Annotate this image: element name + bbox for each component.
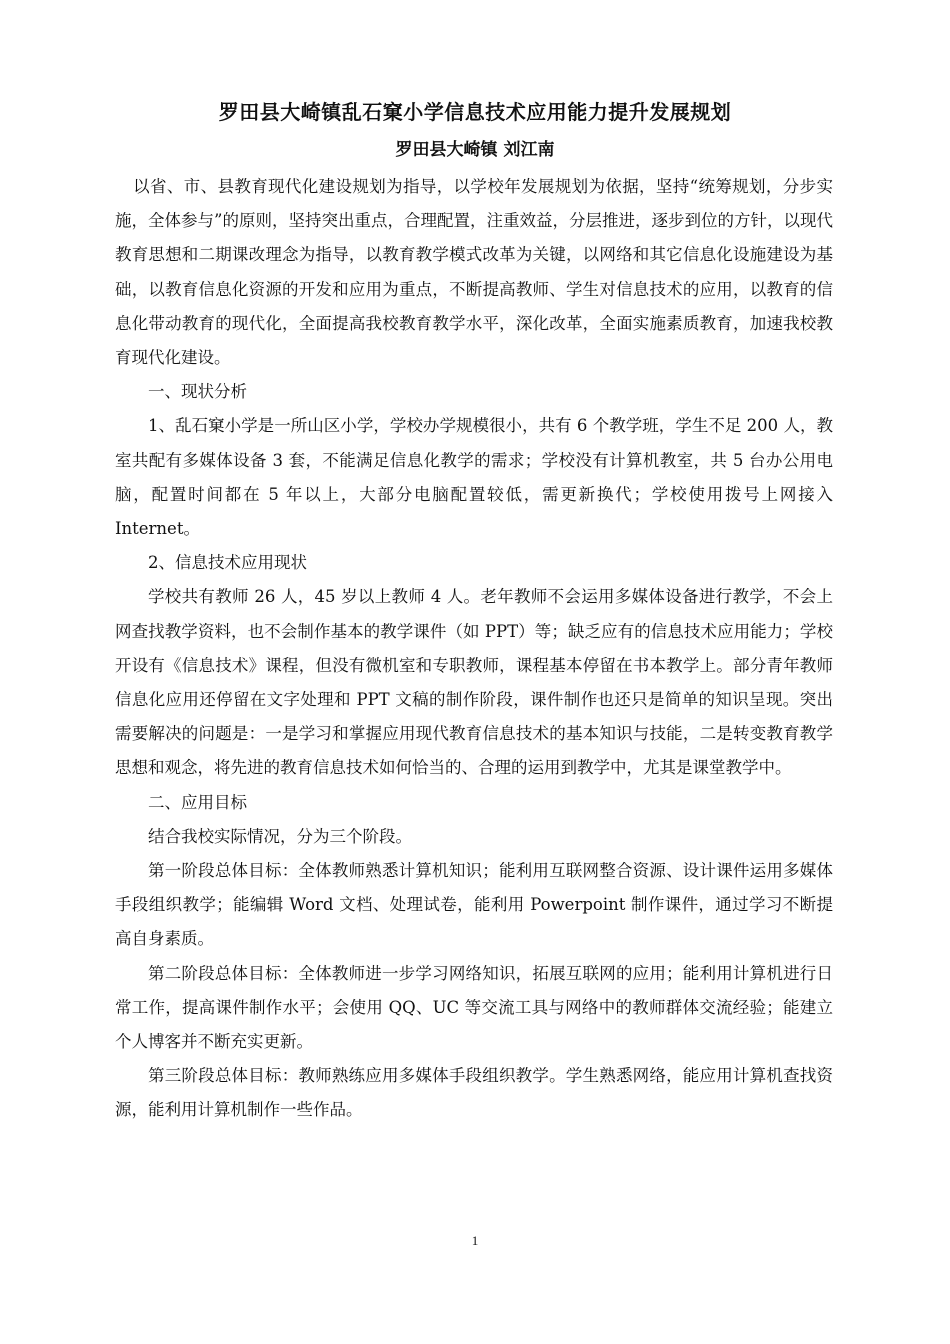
section-heading-status: 一、现状分析 [148,382,247,402]
paragraph-stage-one: 第一阶段总体目标：全体教师熟悉计算机知识；能利用互联网整合资源、设计课件运用多媒体手段组织教学；能编辑 Word 文档、处理试卷，能利用 Powerpoint 制作课件，通过学习不断提高自身素质。 [115,861,833,949]
document-author: 罗田县大崎镇 刘江南 [395,140,555,160]
paragraph-goals-intro: 结合我校实际情况，分为三个阶段。 [148,826,412,846]
paragraph-it-application: 学校共有教师 26 人，45 岁以上教师 4 人。老年教师不会运用多媒体设备进行教学，不会上网查找教学资料，也不会制作基本的教学课件（如 PPT）等；缺乏应有的信息技术应用能力；学校开设有《信息技术》课程，但没有微机室和专职教师，课程基本停留在书本教学上。部分青年教师信息化应用还停留在文字处理和 PPT 文稿的制作阶段，课件制作也还只是简单的知识呈现。突出需要解决的问题是：一是学习和掌握应用现代教育信息技术的基本知识与技能，二是转变教育教学思想和观念，将先进的教育信息技术如何恰当的、合理的运用到教学中，尤其是课堂教学中。 [115,587,833,778]
paragraph-stage-two: 第二阶段总体目标：全体教师进一步学习网络知识，拓展互联网的应用；能利用计算机进行日常工作，提高课件制作水平；会使用 QQ、UC 等交流工具与网络中的教师群体交流经验；能建立个人博客并不断充实更新。 [115,963,833,1052]
document-body [115,170,833,1128]
intro-paragraph: 以省、市、县教育现代化建设规划为指导，以学校年发展规划为依据，坚持“统筹规划，分步实施，全体参与”的原则，坚持突出重点，合理配置，注重效益，分层推进，逐步到位的方针，以现代教育思想和二期课改理念为指导，以教育教学模式改革为关键，以网络和其它信息化设施建设为基础，以教育信息化资源的开发和应用为重点，不断提高教师、学生对信息技术的应用，以教育的信息化带动教育的现代化，全面提高我校教育教学水平，深化改革，全面实施素质教育，加速我校教育现代化建设。 [115,177,833,368]
section-heading-goals: 二、应用目标 [148,792,247,812]
paragraph-stage-three: 第三阶段总体目标：教师熟练应用多媒体手段组织教学。学生熟悉网络，能应用计算机查找资源，能利用计算机制作一些作品。 [115,1066,833,1120]
page-number: 1 [471,1233,479,1248]
document-title: 罗田县大崎镇乱石窠小学信息技术应用能力提升发展规划 [218,100,732,124]
subheading-it-application: 2、信息技术应用现状 [148,553,307,573]
paragraph-status-1: 1、乱石窠小学是一所山区小学，学校办学规模很小，共有 6 个教学班，学生不足 200 人，教室共配有多媒体设备 3 套，不能满足信息化教学的需求；学校没有计算机教室，共 5 台办公用电脑，配置时间都在 5 年以上，大部分电脑配置较低，需更新换代；学校使用拨号上网接入 Internet。 [115,416,833,539]
